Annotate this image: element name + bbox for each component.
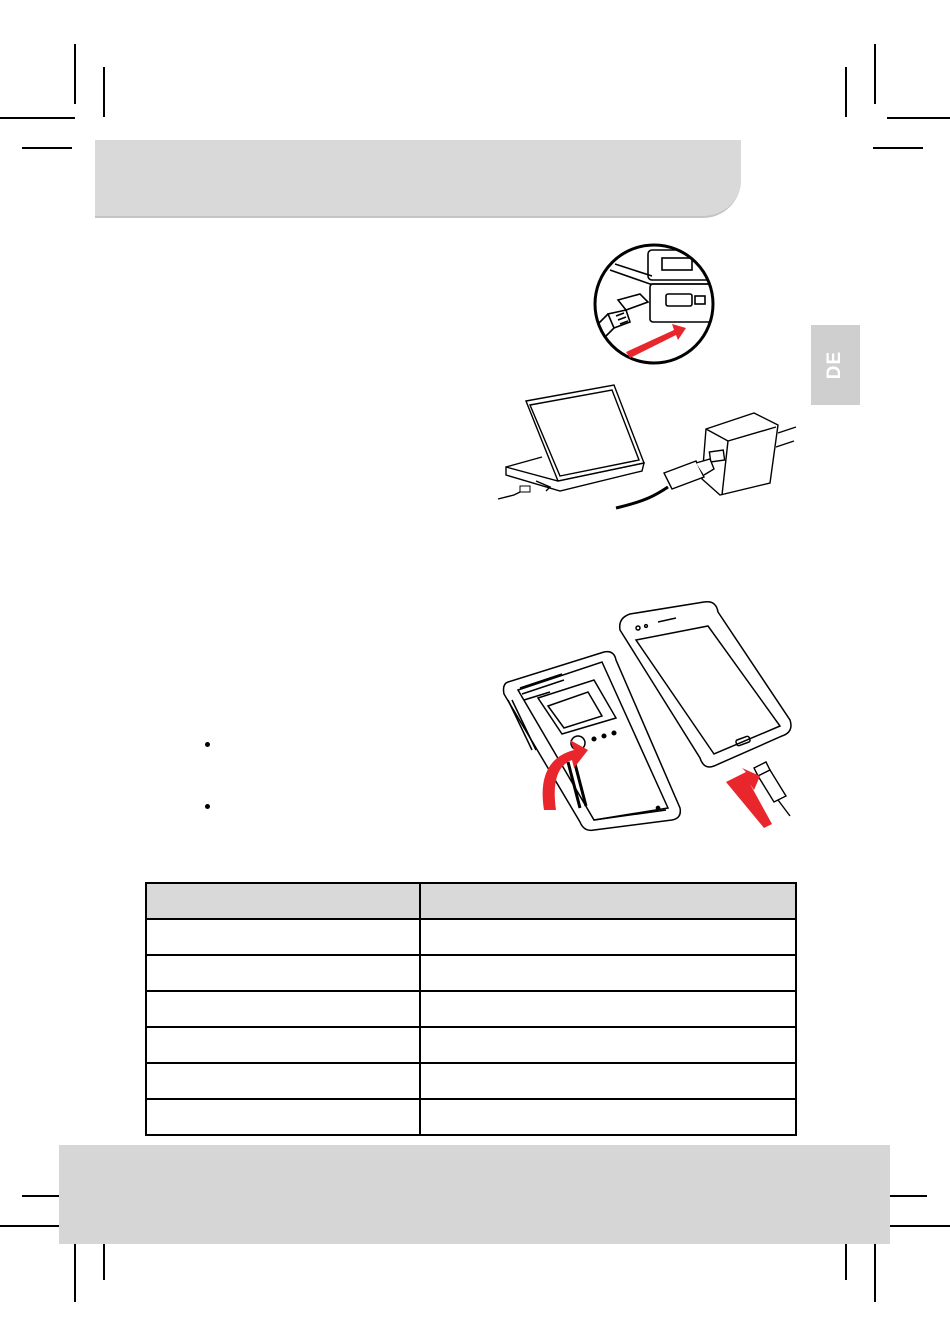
table-row (146, 1027, 796, 1063)
page-footer-band (59, 1145, 890, 1244)
bullet-point (205, 804, 210, 809)
crop-mark (0, 117, 75, 119)
table-header-cell (146, 883, 420, 919)
case-and-phone-illustration (498, 600, 803, 835)
bullet-point (205, 742, 210, 747)
table-header-cell (420, 883, 796, 919)
table-cell (420, 1027, 796, 1063)
crop-mark (888, 1225, 950, 1227)
table-cell (146, 991, 420, 1027)
table-cell (420, 1063, 796, 1099)
crop-mark (845, 67, 847, 117)
table-row (146, 919, 796, 955)
table-cell (420, 991, 796, 1027)
table-cell (420, 955, 796, 991)
table-header-row (146, 883, 796, 919)
table-row (146, 1063, 796, 1099)
table-cell (146, 1099, 420, 1135)
micro-usb-port-detail-illustration (590, 240, 720, 370)
table-row (146, 1099, 796, 1135)
crop-mark (74, 44, 76, 104)
crop-mark (0, 1225, 62, 1227)
crop-mark (74, 1240, 76, 1302)
table-cell (146, 1027, 420, 1063)
crop-mark (103, 67, 105, 117)
table-cell (146, 1063, 420, 1099)
table-cell (420, 1099, 796, 1135)
usb-wall-charger-icon (702, 413, 796, 495)
chapter-header-band (95, 140, 741, 218)
crop-mark (873, 147, 923, 149)
table-row (146, 991, 796, 1027)
table-row (146, 955, 796, 991)
crop-mark (874, 1240, 876, 1302)
charging-sources-illustration (496, 383, 806, 508)
table-cell (146, 919, 420, 955)
crop-mark (887, 117, 950, 119)
language-tab-label: DE (824, 350, 846, 380)
table-cell (420, 919, 796, 955)
crop-mark (22, 147, 72, 149)
table-cell (146, 955, 420, 991)
language-tab (811, 325, 860, 405)
laptop-icon (506, 385, 644, 491)
specifications-table (145, 882, 797, 1136)
crop-mark (874, 44, 876, 104)
